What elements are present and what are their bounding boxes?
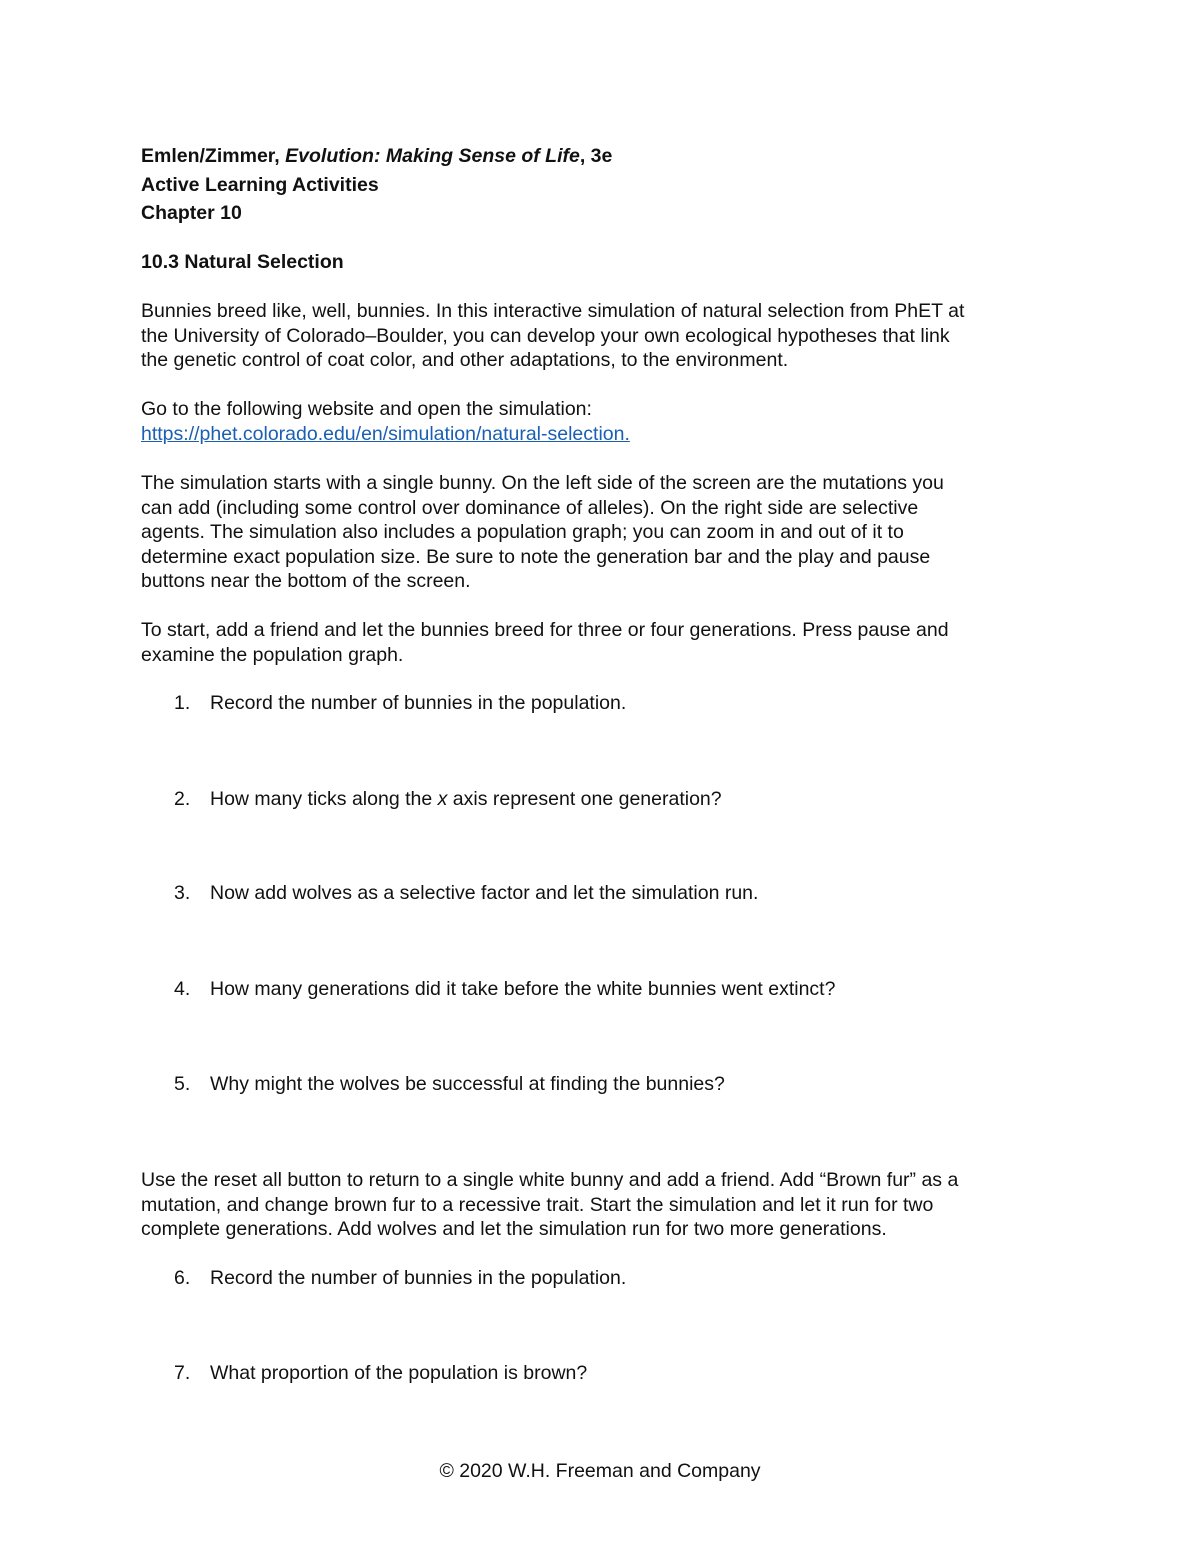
question-item [174, 1072, 725, 1097]
question-number: 3. [174, 882, 191, 904]
question-item [174, 881, 758, 906]
instruction-line: To start, add a friend and let the bunnies breed for three or four generations. Press pause and [141, 619, 949, 641]
question-number: 6. [174, 1267, 191, 1289]
question-number: 4. [174, 978, 191, 1000]
simulation-link[interactable]: https://phet.colorado.edu/en/simulation/natural-selection. [141, 422, 630, 445]
question-text-part: axis represent one generation? [447, 788, 722, 810]
question-number: 5. [174, 1073, 191, 1095]
intro-line: the University of Colorado–Boulder, you can develop your own ecological hypotheses that link [141, 324, 950, 347]
description-line: can add (including some control over dominance of alleles). On the right side are selective [141, 496, 919, 519]
section-title: 10.3 Natural Selection [141, 251, 344, 273]
website-instruction: Go to the following website and open the simulation: [141, 398, 592, 420]
x-variable: x [437, 788, 448, 810]
question-text: Why might the wolves be successful at finding the bunnies? [210, 1073, 725, 1095]
instruction-line: examine the population graph. [141, 643, 404, 666]
description-line: determine exact population size. Be sure to note the generation bar and the play and pause [141, 545, 931, 568]
reset-line: mutation, and change brown fur to a recessive trait. Start the simulation and let it run for two [141, 1193, 934, 1216]
copyright-footer: © 2020 W.H. Freeman and Company [439, 1460, 761, 1482]
question-text: Record the number of bunnies in the population. [210, 692, 627, 714]
reset-line: Use the reset all button to return to a single white bunny and add a friend. Add “Brown fur” as a [141, 1169, 959, 1191]
description-line: buttons near the bottom of the screen. [141, 570, 471, 592]
question-text: Record the number of bunnies in the population. [210, 1267, 627, 1289]
intro-line: Bunnies breed like, well, bunnies. In this interactive simulation of natural selection from PhET at [141, 300, 965, 322]
question-text: How many generations did it take before the white bunnies went extinct? [210, 978, 836, 1000]
question-text-part: How many ticks along the [210, 788, 438, 810]
book-citation [141, 142, 612, 171]
question-item [174, 787, 722, 812]
question-item [174, 1361, 587, 1386]
description-line: agents. The simulation also includes a population graph; you can zoom in and out of it to [141, 521, 904, 543]
question-text: Now add wolves as a selective factor and let the simulation run. [210, 882, 759, 904]
authors: Emlen/Zimmer, [141, 145, 286, 167]
chapter-label: Chapter 10 [141, 202, 242, 224]
document-subtitle: Active Learning Activities [141, 173, 379, 196]
question-number: 2. [174, 788, 191, 810]
simulation-description [141, 471, 1071, 594]
start-instructions [141, 618, 1071, 667]
question-text: What proportion of the population is brown? [210, 1362, 588, 1384]
question-text [210, 788, 722, 810]
book-title: Evolution: Making Sense of Life [285, 145, 580, 167]
intro-line: the genetic control of coat color, and other adaptations, to the environment. [141, 349, 789, 371]
question-item [174, 977, 835, 1002]
reset-line: complete generations. Add wolves and let the simulation run for two more generations. [141, 1218, 887, 1240]
question-item [174, 1266, 626, 1291]
question-number: 7. [174, 1362, 191, 1384]
reset-paragraph [141, 1168, 1071, 1242]
question-number: 1. [174, 692, 191, 714]
question-item [174, 691, 626, 716]
document-header [141, 142, 612, 228]
description-line: The simulation starts with a single bunny. On the left side of the screen are the mutations you [141, 472, 944, 494]
edition: , 3e [579, 145, 613, 167]
intro-paragraph [141, 299, 1071, 373]
website-paragraph [141, 397, 1071, 446]
